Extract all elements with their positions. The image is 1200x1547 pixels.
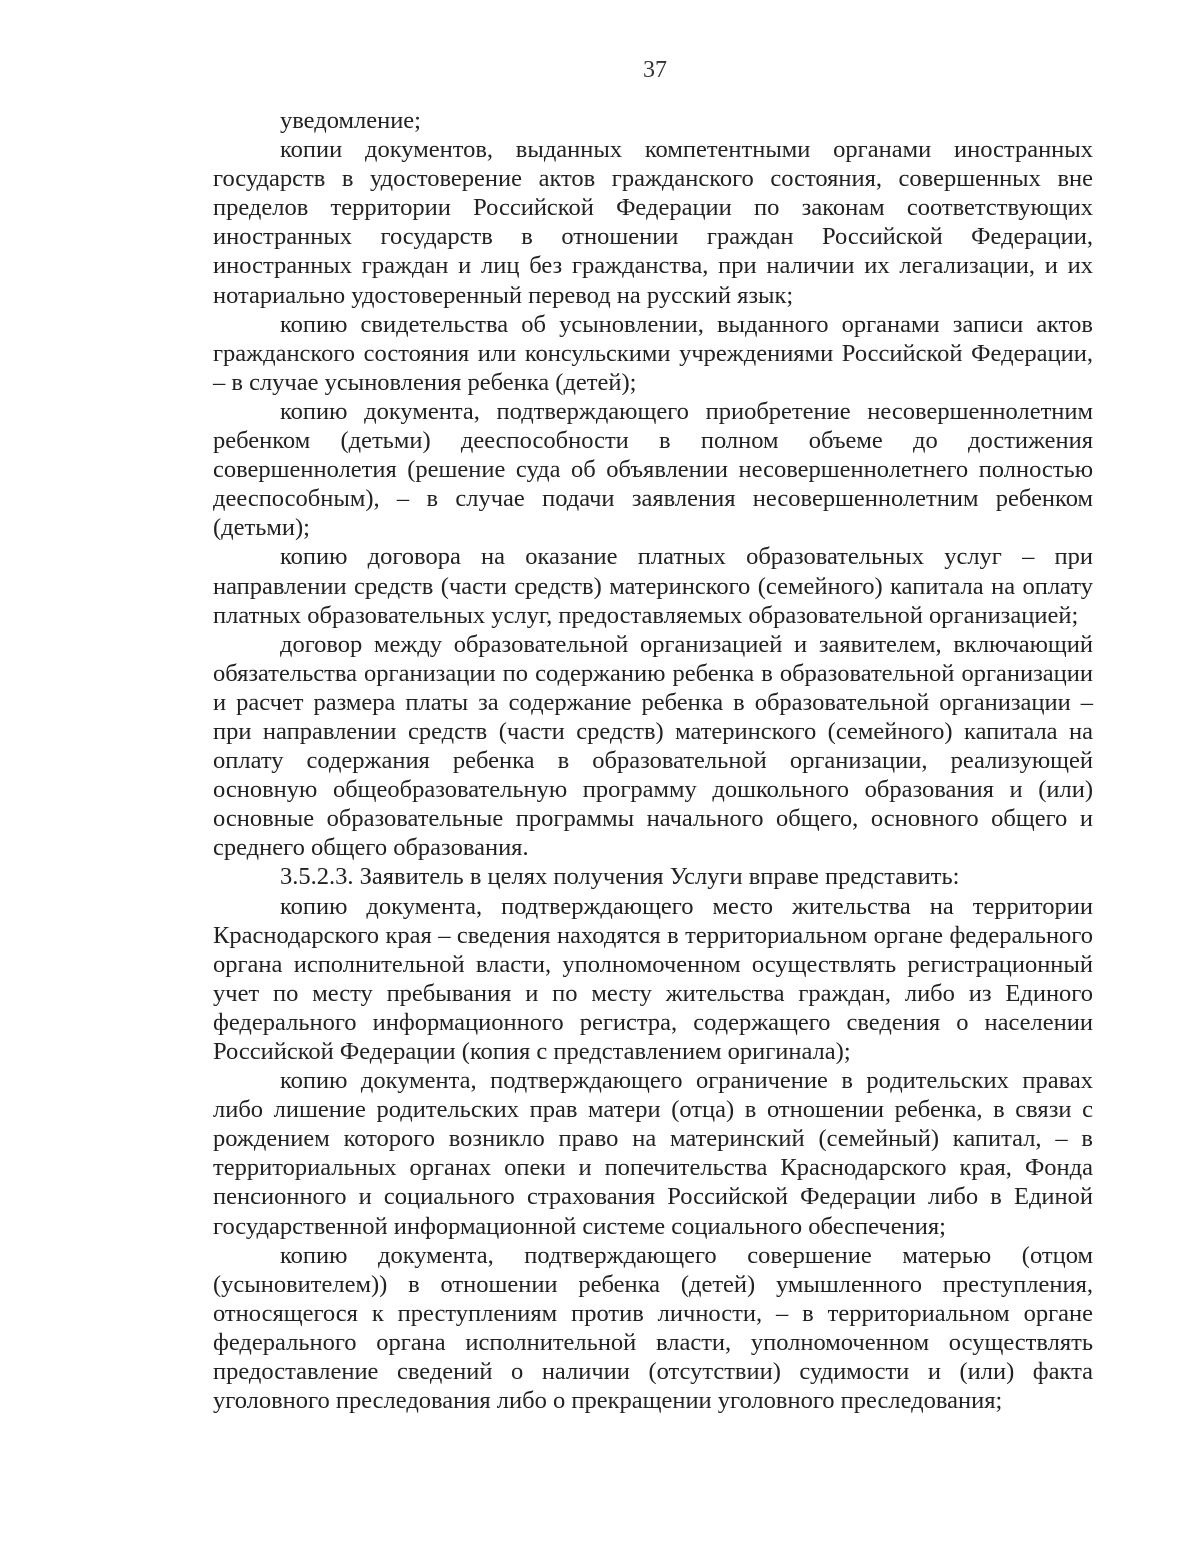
paragraph-foreign-documents: копии документов, выданных компетентными органами иностранных государств в удостоверение актов гражданского состояния, совершенных вне пределов территории Российской Федерации по законам соответствующих иностранных государств в отношении граждан Российской Федерации, иностранных граждан и лиц без гражданства, при наличии их легализации, и их нотариально удостоверенный перевод на русский язык; (213, 136, 1093, 309)
paragraph-residence-document: копию документа, подтверждающего место жительства на территории Краснодарского края – сведения находятся в территориальном органе федерального органа исполнительной власти, уполномоченном осуществлять регистрационный учет по месту пребывания и по месту жительства граждан, либо из Единого федерального информационного регистра, содержащего сведения о населении Российской Федерации (копия с представлением оригинала); (213, 892, 1093, 1065)
paragraph-criminal-record: копию документа, подтверждающего совершение матерью (отцом (усыновителем)) в отношении ребенка (детей) умышленного преступления, относящегося к преступлениям против личности, – в территориальном органе федерального органа исполнительной власти, уполномоченном осуществлять предоставление сведений о наличии (отсутствии) судимости и (или) факта уголовного преследования либо о прекращении уголовного преследования; (213, 1241, 1093, 1415)
paragraph-notification: уведомление; (280, 107, 421, 134)
paragraph-parental-rights: копию документа, подтверждающего ограничение в родительских правах либо лишение родительских прав матери (отца) в отношении ребенка, в связи с рождением которого возникло право на материнский (семейный) капитал, – в территориальных органах опеки и попечительства Краснодарского края, Фонда пенсионного и социального страхования Российской Федерации либо в Единой государственной информационной системе социального обеспечения; (213, 1067, 1093, 1240)
paragraph-maintenance-contract: договор между образовательной организацией и заявителем, включающий обязательства организации по содержанию ребенка в образовательной организации и расчет размера платы за содержание ребенка в образовательной организации – при направлении средств (части средств) материнского (семейного) капитала на оплату содержания ребенка в образовательной организации, реализующей основную общеобразовательную программу дошкольного образования и (или) основные образовательные программы начального общего, основного общего и среднего общего образования. (213, 630, 1093, 862)
paragraph-adoption-certificate: копию свидетельства об усыновлении, выданного органами записи актов гражданского состояния или консульскими учреждениями Российской Федерации, – в случае усыновления ребенка (детей); (213, 310, 1093, 396)
paragraph-legal-capacity: копию документа, подтверждающего приобретение несовершеннолетним ребенком (детьми) дееспособности в полном объеме до достижения совершеннолетия (решение суда об объявлении несовершеннолетнего полностью дееспособным), – в случае подачи заявления несовершеннолетним ребенком (детьми); (213, 397, 1093, 542)
document-body (213, 106, 1093, 1415)
paragraph-paid-education-contract: копию договора на оказание платных образовательных услуг – при направлении средств (части средств) материнского (семейного) капитала на оплату платных образовательных услуг, предоставляемых образовательной организацией; (213, 543, 1093, 629)
page-number: 37 (643, 57, 667, 83)
paragraph-section-3-5-2-3: 3.5.2.3. Заявитель в целях получения Услуги вправе представить: (280, 863, 960, 891)
